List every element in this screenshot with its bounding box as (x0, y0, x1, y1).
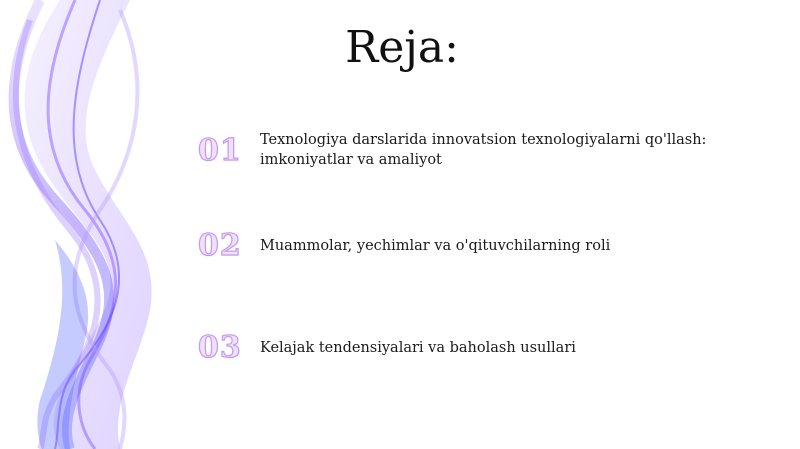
agenda-item-text-line: imkoniyatlar va amaliyot (260, 152, 442, 168)
agenda-item-text: Muammolar, yechimlar va o'qituvchilarning roli (260, 237, 611, 254)
agenda-item-text: Kelajak tendensiyalari va baholash usullari (260, 339, 576, 356)
agenda-item-number: 02 (198, 228, 260, 263)
agenda-item-3 (198, 330, 778, 365)
agenda-item-text-line: Texnologiya darslarida innovatsion texnologiyalarni qo'llash: (260, 132, 707, 148)
slide-title (0, 22, 800, 73)
agenda-item-text (260, 130, 706, 170)
agenda-item-2 (198, 228, 778, 263)
agenda-item-1 (198, 130, 778, 170)
agenda-item-number: 03 (198, 330, 260, 365)
slide-title-text: Reja: (345, 22, 459, 73)
agenda-item-number: 01 (198, 133, 260, 168)
